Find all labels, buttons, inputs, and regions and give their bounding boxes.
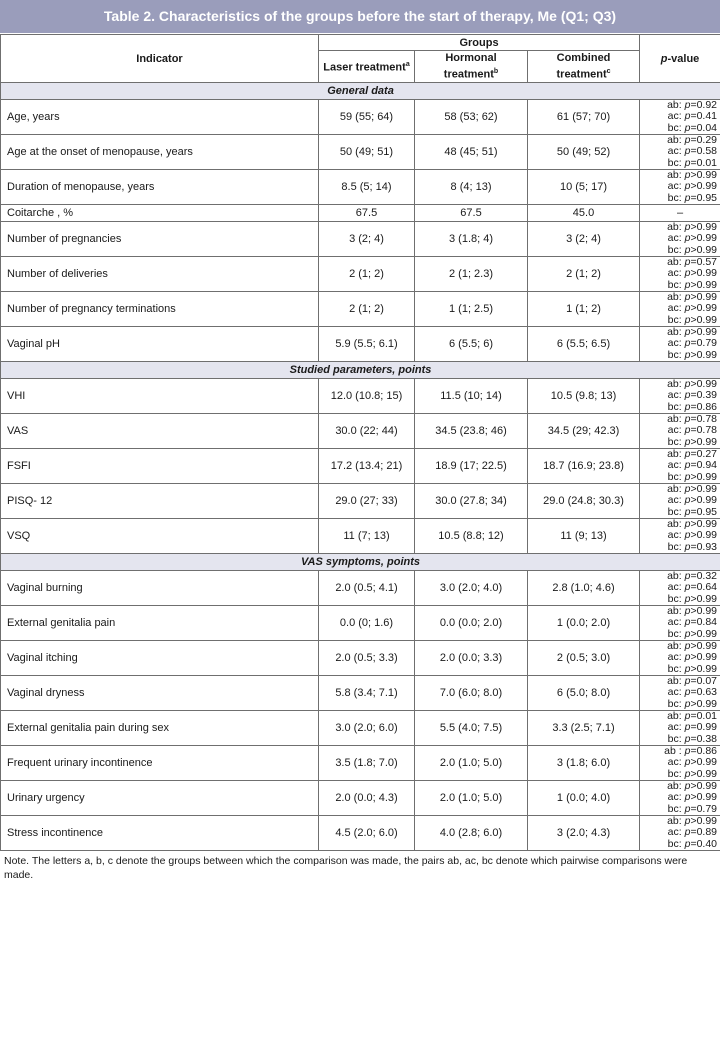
- p-value-line: bc: p=0.38: [667, 732, 718, 745]
- laser-cell: 3.5 (1.8; 7.0): [319, 746, 415, 781]
- p-value-line: ac: p=0.63: [667, 686, 718, 699]
- p-value-line: bc: p>0.99: [667, 470, 718, 483]
- indicator-cell: Stress incontinence: [1, 816, 319, 851]
- p-value-line: ab: p>0.99: [667, 483, 718, 496]
- p-value-line: ab: p>0.99: [667, 815, 718, 828]
- p-value-cell: [640, 449, 720, 484]
- table-row: [1, 205, 720, 222]
- hormonal-cell: 10.5 (8.8; 12): [415, 519, 528, 554]
- laser-cell: 50 (49; 51): [319, 135, 415, 170]
- p-value-line: ac: p=0.39: [667, 389, 718, 402]
- p-value-line: ab: p>0.99: [667, 780, 718, 793]
- p-value-line: bc: p=0.79: [667, 802, 718, 815]
- indicator-cell: FSFI: [1, 449, 319, 484]
- p-value-line: bc: p>0.99: [667, 627, 718, 640]
- p-value-line: ac: p>0.99: [667, 791, 718, 804]
- p-value-line: ac: p=0.84: [667, 616, 718, 629]
- p-value-line: ab: p=0.57: [667, 256, 718, 269]
- p-value-cell: [640, 170, 720, 205]
- table-row: [1, 641, 720, 676]
- p-value-cell: [640, 205, 720, 222]
- indicator-cell: External genitalia pain: [1, 606, 319, 641]
- hormonal-cell: 34.5 (23.8; 46): [415, 414, 528, 449]
- table-row: [1, 711, 720, 746]
- hormonal-cell: 4.0 (2.8; 6.0): [415, 816, 528, 851]
- p-value-line: ab: p=0.32: [667, 570, 718, 583]
- p-value-cell: [640, 484, 720, 519]
- p-value-line: ab: p=0.01: [667, 710, 718, 723]
- table-row: [1, 606, 720, 641]
- hormonal-cell: 3 (1.8; 4): [415, 222, 528, 257]
- hormonal-cell: 2 (1; 2.3): [415, 257, 528, 292]
- p-value-cell: [640, 781, 720, 816]
- p-value-line: ab: p>0.99: [667, 221, 718, 234]
- table-row: [1, 449, 720, 484]
- p-value-cell: [640, 519, 720, 554]
- p-value-cell: [640, 641, 720, 676]
- header-p-suffix: -value: [667, 52, 700, 65]
- p-value-cell: [640, 571, 720, 606]
- p-value-cell: [640, 257, 720, 292]
- combined-cell: 1 (0.0; 2.0): [528, 606, 640, 641]
- p-value-line: bc: p=0.04: [667, 121, 718, 134]
- header-p-value: [640, 35, 720, 83]
- combined-cell: 34.5 (29; 42.3): [528, 414, 640, 449]
- p-value-cell: [640, 327, 720, 362]
- laser-cell: 3.0 (2.0; 6.0): [319, 711, 415, 746]
- p-value-line: bc: p>0.99: [667, 313, 718, 326]
- header-p-letter: p: [660, 52, 668, 65]
- laser-cell: 8.5 (5; 14): [319, 170, 415, 205]
- indicator-cell: Number of pregnancies: [1, 222, 319, 257]
- p-value-line: bc: p>0.99: [667, 592, 718, 605]
- section-row: [1, 83, 720, 100]
- p-value-line: ac: p>0.99: [667, 756, 718, 769]
- hormonal-cell: 8 (4; 13): [415, 170, 528, 205]
- laser-cell: 2.0 (0.0; 4.3): [319, 781, 415, 816]
- table-title: Table 2. Characteristics of the groups before the start of therapy, Me (Q1; Q3): [0, 0, 720, 34]
- laser-cell: 59 (55; 64): [319, 100, 415, 135]
- combined-cell: 1 (1; 2): [528, 292, 640, 327]
- p-value-line: ab: p=0.78: [667, 413, 718, 426]
- combined-cell: 2.8 (1.0; 4.6): [528, 571, 640, 606]
- laser-cell: 0.0 (0; 1.6): [319, 606, 415, 641]
- combined-cell: 18.7 (16.9; 23.8): [528, 449, 640, 484]
- indicator-cell: VHI: [1, 379, 319, 414]
- p-value-cell: [640, 379, 720, 414]
- table-row: [1, 816, 720, 851]
- p-value-line: ac: p>0.99: [667, 302, 718, 315]
- p-value-cell: [640, 711, 720, 746]
- p-value-cell: [640, 100, 720, 135]
- header-hormonal: Hormonal treatment$^b$: [415, 51, 528, 83]
- table-row: [1, 676, 720, 711]
- table-row: [1, 292, 720, 327]
- table-row: [1, 379, 720, 414]
- p-value-line: ab: p=0.29: [667, 134, 718, 147]
- p-value-line: bc: p>0.99: [667, 348, 718, 361]
- table-row: [1, 327, 720, 362]
- indicator-cell: Vaginal dryness: [1, 676, 319, 711]
- p-value-line: ab: p=0.27: [667, 448, 718, 461]
- section-row: [1, 362, 720, 379]
- table-row: [1, 414, 720, 449]
- combined-cell: 61 (57; 70): [528, 100, 640, 135]
- p-value-line: ac: p=0.64: [667, 581, 718, 594]
- laser-cell: 5.9 (5.5; 6.1): [319, 327, 415, 362]
- indicator-cell: Vaginal burning: [1, 571, 319, 606]
- table-row: [1, 781, 720, 816]
- indicator-cell: PISQ- 12: [1, 484, 319, 519]
- table-row: [1, 571, 720, 606]
- p-value-line: bc: p>0.99: [667, 435, 718, 448]
- table-row: [1, 484, 720, 519]
- p-value-cell: [640, 135, 720, 170]
- indicator-cell: VSQ: [1, 519, 319, 554]
- laser-cell: 2.0 (0.5; 4.1): [319, 571, 415, 606]
- header-indicator: Indicator: [1, 35, 319, 83]
- p-value-line: ab: p>0.99: [667, 326, 718, 339]
- hormonal-cell: 5.5 (4.0; 7.5): [415, 711, 528, 746]
- table-row: [1, 222, 720, 257]
- p-value-cell: [640, 816, 720, 851]
- p-value-line: ac: p=0.41: [667, 110, 718, 123]
- p-value-line: ab: p>0.99: [667, 640, 718, 653]
- header-combined: Combined treatment$^c$: [528, 51, 640, 83]
- header-laser: Laser treatment$^a$: [319, 51, 415, 83]
- table-row: [1, 257, 720, 292]
- p-value-line: ac: p=0.94: [667, 459, 718, 472]
- table-row: [1, 170, 720, 205]
- p-value-line: ac: p>0.99: [667, 529, 718, 542]
- combined-cell: 3 (2; 4): [528, 222, 640, 257]
- indicator-cell: Number of pregnancy terminations: [1, 292, 319, 327]
- p-value-line: ac: p>0.99: [667, 232, 718, 245]
- hormonal-cell: 67.5: [415, 205, 528, 222]
- p-value-line: ac: p=0.99: [667, 721, 718, 734]
- p-value-line: ac: p>0.99: [667, 267, 718, 280]
- laser-cell: 2 (1; 2): [319, 292, 415, 327]
- table-row: [1, 519, 720, 554]
- hormonal-cell: 6 (5.5; 6): [415, 327, 528, 362]
- p-value-line: ab: p>0.99: [667, 291, 718, 304]
- p-value-line: bc: p>0.99: [667, 278, 718, 291]
- hormonal-cell: 0.0 (0.0; 2.0): [415, 606, 528, 641]
- p-value-line: ac: p>0.99: [667, 494, 718, 507]
- p-value-line: ac: p=0.58: [667, 145, 718, 158]
- combined-cell: 3.3 (2.5; 7.1): [528, 711, 640, 746]
- hormonal-cell: 58 (53; 62): [415, 100, 528, 135]
- combined-cell: 6 (5.5; 6.5): [528, 327, 640, 362]
- indicator-cell: Vaginal pH: [1, 327, 319, 362]
- p-value-line: ac: p=0.78: [667, 424, 718, 437]
- p-value-line: ab : p=0.86: [664, 745, 718, 758]
- indicator-cell: VAS: [1, 414, 319, 449]
- indicator-cell: External genitalia pain during sex: [1, 711, 319, 746]
- p-value-cell: [640, 222, 720, 257]
- table-body: [1, 83, 720, 851]
- table-row: [1, 135, 720, 170]
- p-value-line: ab: p>0.99: [667, 518, 718, 531]
- p-value-line: ac: p>0.99: [667, 651, 718, 664]
- laser-cell: 3 (2; 4): [319, 222, 415, 257]
- header-groups: Groups: [319, 35, 640, 51]
- characteristics-table: [0, 34, 720, 851]
- section-title: General data: [1, 83, 720, 100]
- p-value-line: bc: p=0.86: [667, 400, 718, 413]
- laser-cell: 2.0 (0.5; 3.3): [319, 641, 415, 676]
- laser-cell: 12.0 (10.8; 15): [319, 379, 415, 414]
- section-title: Studied parameters, points: [1, 362, 720, 379]
- hormonal-cell: 30.0 (27.8; 34): [415, 484, 528, 519]
- combined-cell: 10 (5; 17): [528, 170, 640, 205]
- laser-cell: 5.8 (3.4; 7.1): [319, 676, 415, 711]
- p-value-line: bc: p=0.95: [667, 191, 718, 204]
- hormonal-cell: 2.0 (0.0; 3.3): [415, 641, 528, 676]
- combined-cell: 10.5 (9.8; 13): [528, 379, 640, 414]
- p-value-line: bc: p>0.99: [667, 243, 718, 256]
- p-value-line: –: [676, 207, 684, 219]
- combined-cell: 2 (0.5; 3.0): [528, 641, 640, 676]
- combined-cell: 6 (5.0; 8.0): [528, 676, 640, 711]
- hormonal-cell: 2.0 (1.0; 5.0): [415, 781, 528, 816]
- combined-cell: 3 (2.0; 4.3): [528, 816, 640, 851]
- p-value-cell: [640, 414, 720, 449]
- p-value-line: ab: p>0.99: [667, 605, 718, 618]
- p-value-line: bc: p=0.93: [667, 540, 718, 553]
- indicator-cell: Age, years: [1, 100, 319, 135]
- section-title: VAS symptoms, points: [1, 554, 720, 571]
- hormonal-cell: 2.0 (1.0; 5.0): [415, 746, 528, 781]
- p-value-line: ab: p>0.99: [667, 169, 718, 182]
- p-value-line: ac: p=0.89: [667, 826, 718, 839]
- laser-cell: 30.0 (22; 44): [319, 414, 415, 449]
- p-value-line: bc: p>0.99: [667, 697, 718, 710]
- combined-cell: 29.0 (24.8; 30.3): [528, 484, 640, 519]
- indicator-cell: Duration of menopause, years: [1, 170, 319, 205]
- indicator-cell: Vaginal itching: [1, 641, 319, 676]
- hormonal-cell: 7.0 (6.0; 8.0): [415, 676, 528, 711]
- indicator-cell: Coitarche , %: [1, 205, 319, 222]
- combined-cell: 11 (9; 13): [528, 519, 640, 554]
- hormonal-cell: 3.0 (2.0; 4.0): [415, 571, 528, 606]
- table-note: Note. The letters a, b, c denote the groups between which the comparison was made, the pairs ab, ac, bc denote which pairwise comparisons were made.: [4, 855, 688, 881]
- p-value-line: bc: p>0.99: [667, 662, 718, 675]
- laser-cell: 4.5 (2.0; 6.0): [319, 816, 415, 851]
- hormonal-cell: 48 (45; 51): [415, 135, 528, 170]
- combined-cell: 45.0: [528, 205, 640, 222]
- p-value-line: bc: p>0.99: [667, 767, 718, 780]
- p-value-line: ac: p>0.99: [667, 180, 718, 193]
- p-value-cell: [640, 292, 720, 327]
- laser-cell: 11 (7; 13): [319, 519, 415, 554]
- table-row: [1, 746, 720, 781]
- combined-cell: 2 (1; 2): [528, 257, 640, 292]
- laser-cell: 67.5: [319, 205, 415, 222]
- hormonal-cell: 18.9 (17; 22.5): [415, 449, 528, 484]
- indicator-cell: Urinary urgency: [1, 781, 319, 816]
- p-value-line: bc: p=0.40: [667, 837, 718, 850]
- combined-cell: 50 (49; 52): [528, 135, 640, 170]
- p-value-cell: [640, 606, 720, 641]
- hormonal-cell: 11.5 (10; 14): [415, 379, 528, 414]
- indicator-cell: Frequent urinary incontinence: [1, 746, 319, 781]
- indicator-cell: Age at the onset of menopause, years: [1, 135, 319, 170]
- p-value-line: ab: p=0.07: [667, 675, 718, 688]
- hormonal-cell: 1 (1; 2.5): [415, 292, 528, 327]
- table-row: [1, 100, 720, 135]
- p-value-cell: [640, 676, 720, 711]
- p-value-line: ab: p=0.92: [667, 99, 718, 112]
- p-value-line: bc: p=0.01: [667, 156, 718, 169]
- combined-cell: 1 (0.0; 4.0): [528, 781, 640, 816]
- p-value-cell: [640, 746, 720, 781]
- laser-cell: 29.0 (27; 33): [319, 484, 415, 519]
- combined-cell: 3 (1.8; 6.0): [528, 746, 640, 781]
- section-row: [1, 554, 720, 571]
- p-value-line: bc: p=0.95: [667, 505, 718, 518]
- laser-cell: 2 (1; 2): [319, 257, 415, 292]
- p-value-line: ac: p=0.79: [667, 337, 718, 350]
- indicator-cell: Number of deliveries: [1, 257, 319, 292]
- laser-cell: 17.2 (13.4; 21): [319, 449, 415, 484]
- p-value-line: ab: p>0.99: [667, 378, 718, 391]
